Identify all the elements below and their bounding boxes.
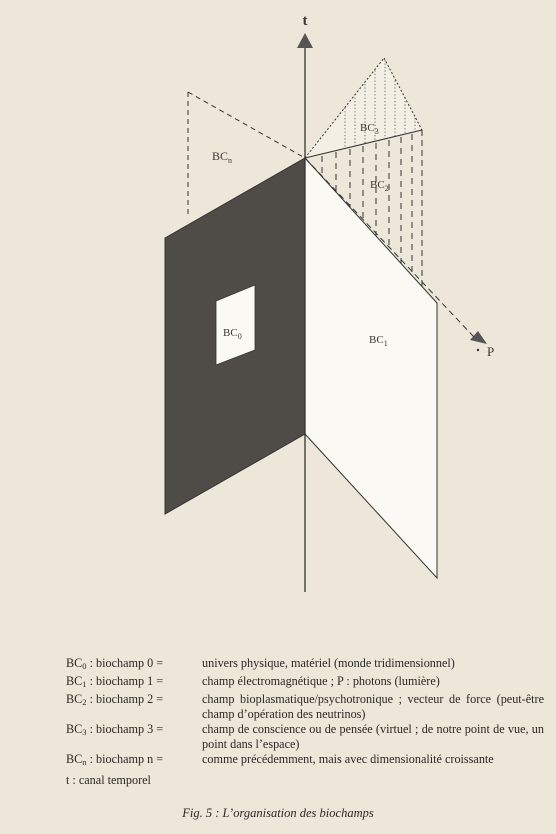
legend-term: $BC_n$ : biochamp n = bbox=[66, 752, 164, 767]
legend-term: $BC_2$ : biochamp 2 = bbox=[66, 692, 164, 707]
photon-dot bbox=[477, 349, 479, 351]
p-axis-arrowhead bbox=[470, 331, 487, 344]
legend-definition: champ électromagnétique ; P : photons (lumière) bbox=[202, 674, 440, 688]
legend-term: $BC_1$ : biochamp 1 = bbox=[66, 674, 164, 689]
p-axis-label: P bbox=[487, 344, 495, 359]
label-bcn: $BC_n$ bbox=[212, 149, 233, 165]
legend bbox=[66, 656, 544, 788]
legend-time-note: t : canal temporel bbox=[66, 773, 151, 787]
t-axis-label: t bbox=[302, 13, 308, 29]
label-bc0: $BC_0$ bbox=[223, 327, 242, 341]
legend-item-bc1 bbox=[66, 674, 544, 692]
legend-definition: univers physique, matériel (monde tridimensionnel) bbox=[202, 656, 455, 670]
t-axis-arrowhead bbox=[297, 33, 313, 48]
label-bc1: $BC_1$ bbox=[369, 334, 388, 348]
label-bc3: $BC_3$ bbox=[360, 122, 379, 136]
legend-definition: champ bioplasmatique/psychotronique ; vecteur de force (peut-être champ d’opération des neutrinos) bbox=[202, 692, 544, 721]
legend-term: $BC_0$ : biochamp 0 = bbox=[66, 656, 164, 671]
legend-item-bc2 bbox=[66, 692, 544, 722]
legend-item-bc3 bbox=[66, 722, 544, 752]
legend-item-bc0 bbox=[66, 656, 544, 674]
legend-item-bcn bbox=[66, 752, 544, 770]
legend-term: $BC_3$ : biochamp 3 = bbox=[66, 722, 164, 737]
legend-definition: comme précédemment, mais avec dimensionalité croissante bbox=[202, 752, 494, 766]
label-bc2: $BC_2$ bbox=[370, 179, 389, 193]
figure-caption: Fig. 5 : L’organisation des biochamps bbox=[182, 806, 374, 820]
legend-definition: champ de conscience ou de pensée (virtuel ; de notre point de vue, un point dans l’espace) bbox=[202, 722, 544, 751]
plane-bc1 bbox=[305, 158, 437, 578]
